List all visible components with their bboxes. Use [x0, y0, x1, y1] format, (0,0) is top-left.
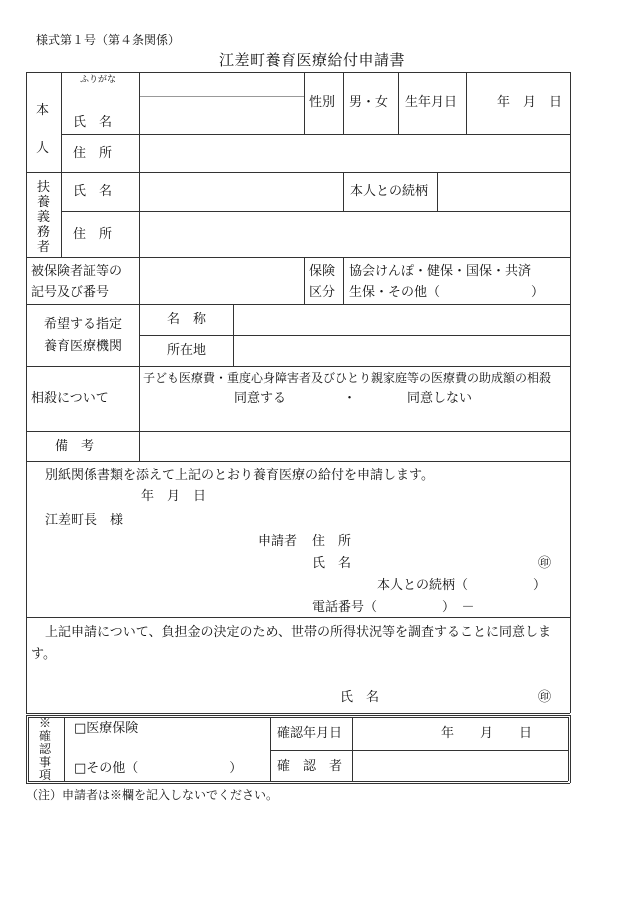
institution-location-label: 所在地	[167, 343, 207, 358]
birthdate-value: 年 月 日	[497, 95, 563, 110]
sex-label: 性別	[309, 95, 336, 110]
confirmer-field[interactable]	[353, 751, 567, 780]
insurance-type-label-2: 区分	[309, 285, 336, 300]
person-address-label: 住 所	[73, 146, 113, 161]
person-address-field[interactable]	[140, 135, 569, 171]
offset-description: 子ども医療費・重度心身障害者及びひとり親家庭等の医療費の助成額の相殺	[143, 371, 552, 385]
institution-label-1: 希望する指定	[44, 317, 123, 332]
guardian-relation-label: 本人との続柄	[350, 184, 429, 199]
confirmer-label: 確 認 者	[277, 759, 343, 774]
confirm-date-value: 年 月 日	[441, 726, 533, 741]
medical-insurance-checkbox[interactable]: □医療保険	[74, 721, 139, 736]
application-statement: 別紙関係書類を添えて上記のとおり養育医療の給付を申請します。	[45, 468, 434, 483]
page-title: 江差町養育医療給付申請書	[219, 51, 406, 69]
guardian-relation-field[interactable]	[438, 173, 569, 210]
insurance-number-label-2: 記号及び番号	[31, 285, 110, 300]
furigana-label: ふりがな	[80, 75, 117, 85]
consent-text-2: す。	[31, 647, 56, 662]
institution-name-label: 名 称	[167, 312, 207, 327]
offset-separator: ・	[343, 391, 357, 406]
insurance-number-label-1: 被保険者証等の	[31, 264, 123, 279]
institution-label-2: 養育医療機関	[44, 339, 123, 354]
section-guardian	[37, 180, 50, 255]
applicant-seal: ㊞	[538, 556, 552, 571]
section-person-label: 本人	[36, 103, 50, 156]
footnote: （注）申請者は※欄を記入しないでください。	[26, 788, 279, 802]
form-number: 様式第１号（第４条関係）	[36, 33, 181, 47]
offset-disagree[interactable]: 同意しない	[407, 391, 473, 406]
remarks-field[interactable]	[140, 432, 569, 460]
person-name-label: 氏 名	[73, 115, 113, 130]
guardian-address-label: 住 所	[73, 227, 113, 242]
section-person	[36, 92, 49, 168]
application-date[interactable]: 年 月 日	[141, 489, 207, 504]
birthdate-label: 生年月日	[405, 95, 458, 110]
applicant-name-label: 氏 名	[312, 556, 352, 571]
insurance-type-label-1: 保険	[309, 264, 336, 279]
applicant-address-label: 住 所	[312, 534, 352, 549]
insurance-type-options-1[interactable]: 協会けんぽ・健保・国保・共済	[349, 264, 532, 279]
remarks-label: 備 考	[55, 439, 95, 454]
consent-name-label: 氏 名	[340, 690, 380, 705]
consent-seal: ㊞	[538, 690, 552, 705]
other-checkbox[interactable]: □その他（ ）	[74, 761, 243, 776]
insurance-number-field[interactable]	[140, 258, 303, 303]
consent-text-1: 上記申請について、負担金の決定のため、世帯の所得状況等を調査することに同意しま	[45, 625, 551, 640]
offset-agree[interactable]: 同意する	[234, 391, 287, 406]
applicant-relation[interactable]: 本人との続柄（ ）	[377, 578, 547, 593]
insurance-type-options-2[interactable]: 生保・その他（ ）	[349, 285, 545, 300]
guardian-name-field[interactable]	[140, 173, 342, 210]
addressee: 江差町長 様	[45, 513, 124, 528]
institution-location-field[interactable]	[234, 336, 569, 365]
guardian-address-field[interactable]	[140, 212, 569, 256]
applicant-phone[interactable]: 電話番号（ ） －	[312, 600, 475, 615]
institution-name-field[interactable]	[234, 305, 569, 334]
section-guardian-label: 扶養義務者	[37, 180, 51, 255]
sex-options[interactable]: 男・女	[349, 95, 389, 110]
guardian-name-label: 氏 名	[73, 184, 113, 199]
section-confirmation-label: ※確認事項	[39, 716, 52, 782]
applicant-label: 申請者	[258, 534, 298, 549]
offset-label: 相殺について	[31, 391, 109, 406]
section-confirmation	[39, 717, 51, 782]
confirm-date-label: 確認年月日	[277, 726, 343, 741]
person-name-field[interactable]	[140, 97, 303, 133]
person-furigana-field[interactable]	[140, 73, 303, 95]
